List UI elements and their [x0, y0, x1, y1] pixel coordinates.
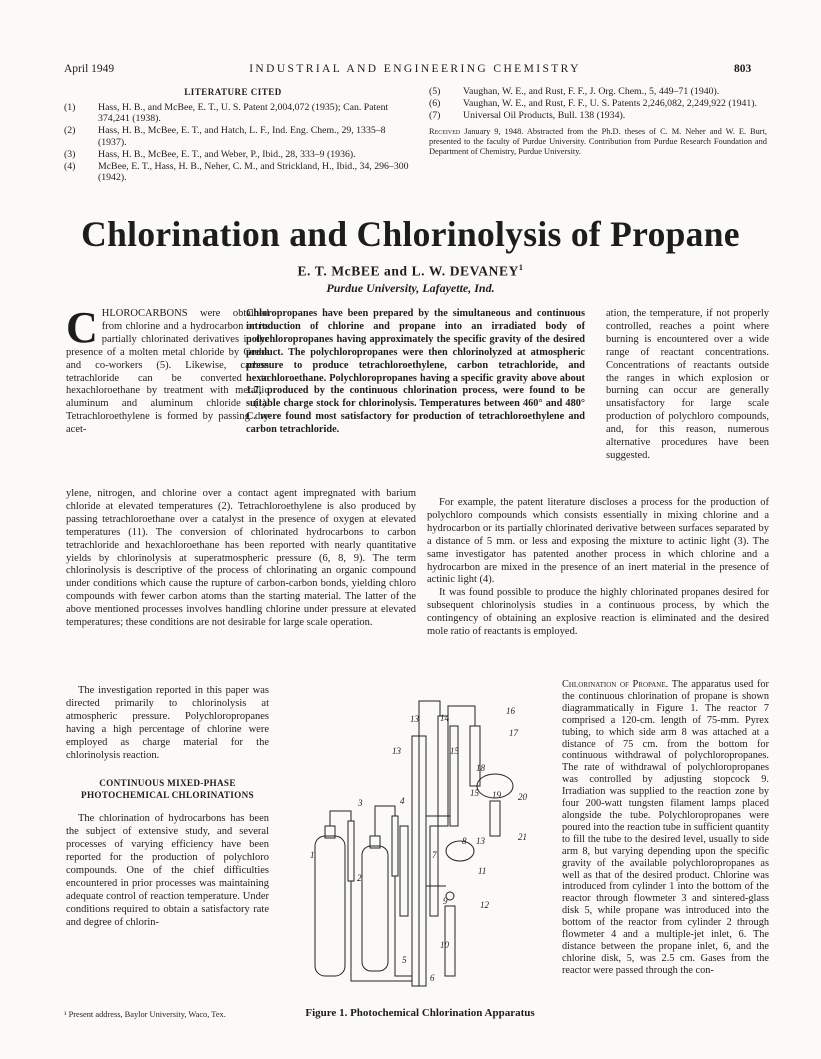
- reference-item: (1) Hass, H. B., and McBee, E. T., U. S. Patent 2,004,072 (1935); Can. Patent 374,241 (1938).: [64, 102, 389, 125]
- figure-label: 8: [462, 836, 467, 846]
- apparatus-diagram: [300, 676, 550, 1001]
- left-lower-column: [66, 685, 269, 930]
- literature-cited-heading: LITERATURE CITED: [184, 87, 282, 97]
- run-in-heading: Chlorination of Propane.: [562, 679, 669, 690]
- paragraph: It was found possible to produce the highly chlorinated propanes desired for subsequent chlorinolysis studies in a continuous process, by which the contingency of obtaining an explosive reaction is eliminated and the desired mole ratio of reactants is employed.: [427, 587, 769, 638]
- figure-label: 3: [358, 798, 363, 808]
- wide-paragraph: ylene, nitrogen, and chlorine over a contact agent impregnated with barium chloride at elevated temperatures (2). Tetrachloroethylene is also produced by passing tetrachloroethane over a catalyst in the presence of oxygen at elevated temperatures (11). The conversion of chlorinated hydrocarbons to carbon tetrachloride and hexachloroethane has been reported with nearly quantitative yields by chlorinolysis at superatmospheric pressure (6, 8, 9). The term chlorinolysis is descriptive of the process of chlorinating an organic compound under conditions which cause the rupture of carbon-carbon bonds, yielding chloro compounds with fewer carbon atoms than the starting material. The latter of the above mentioned processes involves handling chlorine under pressure at elevated temperatures; these conditions are not desirable for large scale operation.: [66, 488, 416, 629]
- figure-label: 18: [476, 763, 485, 773]
- reference-item: (5) Vaughan, W. E., and Rust, F. F., J. Org. Chem., 5, 449–71 (1940).: [429, 86, 720, 97]
- figure-label: 17: [509, 728, 518, 738]
- intro-column: [66, 303, 269, 437]
- figure-label: 15: [470, 788, 479, 798]
- footnote: ¹ Present address, Baylor University, Waco, Tex.: [64, 1010, 226, 1019]
- figure-label: 2: [357, 873, 362, 883]
- figure-label: 1: [310, 850, 315, 860]
- figure-label: 20: [518, 792, 527, 802]
- running-header-journal: INDUSTRIAL AND ENGINEERING CHEMISTRY: [249, 63, 581, 75]
- reference-item: (4) McBee, E. T., Hass, H. B., Neher, C. M., and Strickland, H., Ibid., 34, 296–300 (1942).: [64, 161, 409, 184]
- figure-label: 6: [430, 973, 435, 983]
- page-number: 803: [734, 63, 752, 75]
- mid-column: [427, 497, 769, 639]
- figure-apparatus: [300, 676, 550, 1001]
- figure-label: 16: [506, 706, 515, 716]
- article-title: Chlorination and Chlorinolysis of Propane: [81, 214, 740, 254]
- running-header-date: April 1949: [64, 63, 115, 75]
- paragraph: The investigation reported in this paper was directed primarily to chlorinolysis at atmospheric pressure. Polychloropropanes having a high percentage of chlorine were employed as charge material for the chlorinolysis reaction.: [66, 685, 269, 761]
- figure-label: 13: [392, 746, 401, 756]
- figure-caption: Figure 1. Photochemical Chlorination Apparatus: [305, 1007, 535, 1019]
- figure-label: 13: [410, 714, 419, 724]
- figure-label: 12: [480, 900, 489, 910]
- figure-label: 4: [400, 796, 405, 806]
- right-lower-column: [562, 679, 769, 977]
- reference-item: (2) Hass, H. B., McBee, E. T., and Hatch, L. F., Ind. Eng. Chem., 29, 1335–8 (1937).: [64, 125, 386, 148]
- reference-item: (3) Hass, H. B., McBee, E. T., and Weber, P., Ibid., 28, 333–9 (1936).: [64, 148, 356, 160]
- references-left: [64, 102, 409, 184]
- intro-paragraph: CHLOROCARBONS were obtained from chlorine and a hydrocarbon or its partially chlorinated derivatives in the presence of a molten metal chloride by Grebe and co-workers (5). Likewise, carbon tetrachloride can be converted to hexachloroethane by treatment with metallic aluminum and aluminum chloride (1). Tetrachloroethylene is formed by passing dry acet-: [66, 303, 269, 436]
- reference-item: (6) Vaughan, W. E., and Rust, F. F., U. S. Patents 2,246,082, 2,249,922 (1941).: [429, 98, 757, 110]
- figure-label: 10: [440, 940, 449, 950]
- figure-label: 9: [443, 896, 448, 906]
- figure-label: 13: [476, 836, 485, 846]
- right-top-column: [606, 308, 769, 463]
- abstract: Chloropropanes have been prepared by the simultaneous and continuous introduction of chlorine and propane into an irradiated body of polychloropropanes having approximately the specific gravity of the desired product. The polychloropropanes were then chlorinolyzed at atmospheric pressure to produce tetrachloroethylene, carbon tetrachloride, and hexachloroethane. Polychloropropanes having a specific gravity above about 1.7, produced by the continuous chlorination process, were found to be suitable charge stock for chlorinolysis. Temperatures between 460° and 480° C. were found most satisfactory for production of tetrachloroethylene and carbon tetrachloride.: [246, 308, 585, 436]
- paragraph: For example, the patent literature discloses a process for the production of polychloro compounds which consists essentially in mixing chlorine and a hydrocarbon or its partially chlorinated derivative between surfaces separated by a distance of 5 mm. or less and exposing the mixture to actinic light (3). The same investigator has patented another process in which chlorine and a hydrocarbon are mixed in the presence of an inert material in the presence of actinic light (4).: [427, 497, 769, 586]
- figure-label: 7: [432, 850, 437, 860]
- section-heading: CONTINUOUS MIXED-PHASE PHOTOCHEMICAL CHLORINATIONS: [81, 778, 254, 800]
- figure-label: 21: [518, 832, 527, 842]
- references-right: [429, 86, 767, 157]
- figure-label: 11: [478, 866, 487, 876]
- figure-label: 15: [450, 746, 459, 756]
- article-authors: E. T. McBEE and L. W. DEVANEY$^1$: [297, 263, 524, 279]
- reference-item: (7) Universal Oil Products, Bull. 138 (1934).: [429, 110, 626, 122]
- figure-label: 19: [492, 790, 501, 800]
- paragraph: ation, the temperature, if not properly controlled, reaches a point where burning is encountered over a wide range of reactant concentrations. Concentrations of reactants outside the ranges in which explosion or burning can occur are generally unsatisfactory for large scale production of polychloro compounds, and, for this reason, numerous alternative procedures have been suggested.: [606, 308, 769, 461]
- received-note: Received January 9, 1948. Abstracted from the Ph.D. theses of C. M. Neher and W. E. Burt, presented to the faculty of Purdue University. Contribution from Purdue Research Foundation and Department of Chemistry, Purdue University.: [429, 126, 768, 157]
- drop-cap: C: [66, 303, 98, 352]
- paragraph: Chlorination of Propane. The apparatus used for the continuous chlorination of propane is shown diagrammatically in Figure 1. The reactor 7 comprised a 120-cm. length of 75-mm. Pyrex tubing, to which side arm 8 was attached at a distance of 75 cm. from the bottom for continuous withdrawal of polychloropropanes. The rate of withdrawal of polychloropropanes was controlled by adjusting stopcock 9. Irradiation was supplied to the reaction zone by four 200-watt tungsten filament lamps placed alongside the tube. Polychloropropanes were poured into the reaction tube in sufficient quantity to fill the tube to the desired level, usually to side arm 8, but varying depending upon the specific gravity of the available polychloropropanes as well as that of the desired product. Chlorine was introduced from cylinder 1 into the bottom of the reactor through flowmeter 3 and sintered-glass disk 5, while propane was introduced into the bottom of the reactor from cylinder 2 through flowmeter 4 and a multiple-jet inlet, 6. The distance between the propane inlet, 6, and the chlorine disk, 5, was 2.5 cm. Gases from the reactor were passed through the con-: [562, 679, 769, 976]
- article-affiliation: Purdue University, Lafayette, Ind.: [326, 281, 495, 295]
- paragraph: The chlorination of hydrocarbons has been the subject of extensive study, and several processes of varying efficiency have been reported for the production of polychloro compounds. One of the chief difficulties encountered in prior processes was maintaining adequate control of reaction temperature. Under conditions required to obtain a satisfactory rate and degree of chlorin-: [66, 813, 269, 928]
- figure-label: 5: [402, 955, 407, 965]
- figure-label: 14: [440, 713, 449, 723]
